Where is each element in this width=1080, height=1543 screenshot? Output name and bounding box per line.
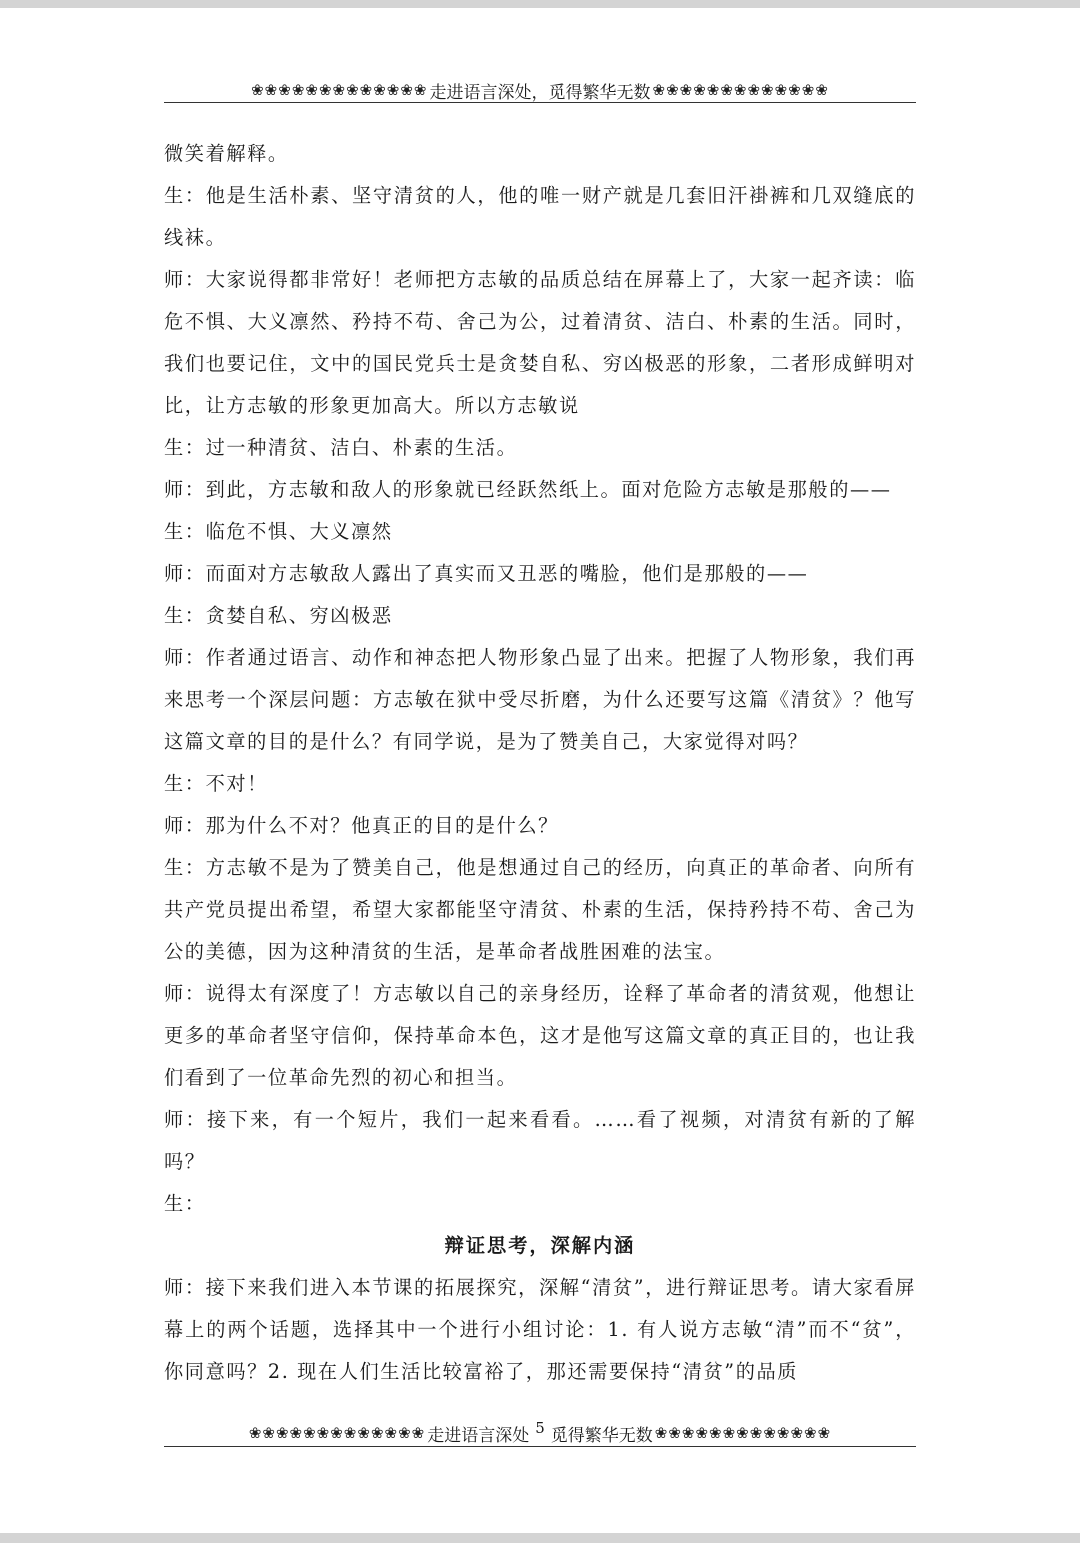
top-scan-band	[0, 0, 1080, 8]
flower-border-icon: ❀❀❀❀❀❀❀❀❀❀❀❀❀	[248, 1424, 426, 1442]
paragraph: 师：而面对方志敏敌人露出了真实而又丑恶的嘴脸，他们是那般的——	[164, 562, 809, 585]
paragraph: 生：他是生活朴素、坚守清贫的人，他的唯一财产就是几套旧汗褂裤和几双缝底的线袜。	[164, 184, 916, 249]
paragraph: 生：方志敏不是为了赞美自己，他是想通过自己的经历，向真正的革命者、向所有共产党员提出希望，希望大家都能坚守清贫、朴素的生活，保持矜持不苟、舍己为公的美德，因为这种清贫的生活，是革命者战胜困难的法宝。	[164, 856, 916, 963]
document-body	[164, 133, 916, 1393]
flower-border-icon: ❀❀❀❀❀❀❀❀❀❀❀❀❀	[652, 81, 829, 99]
paragraph: 生：贪婪自私、穷凶极恶	[164, 604, 393, 627]
paragraph: 师：作者通过语言、动作和神态把人物形象凸显了出来。把握了人物形象，我们再来思考一个深层问题：方志敏在狱中受尽折磨，为什么还要写这篇《清贫》？他写这篇文章的目的是什么？有同学说，是为了赞美自己，大家觉得对吗？	[164, 646, 916, 753]
header-motto: 走进语言深处，觅得繁华无数	[429, 82, 651, 103]
footer-motto-left: 走进语言深处	[427, 1425, 530, 1446]
flower-border-icon: ❀❀❀❀❀❀❀❀❀❀❀❀❀	[654, 1424, 832, 1442]
page-number: 5	[535, 1420, 545, 1437]
page-footer	[164, 1420, 916, 1447]
paragraph: 微笑着解释。	[164, 142, 289, 165]
paragraph: 生：临危不惧、大义凛然	[164, 520, 393, 543]
section-title: 辩证思考，深解内涵	[444, 1234, 636, 1257]
flower-border-icon: ❀❀❀❀❀❀❀❀❀❀❀❀❀	[251, 81, 428, 99]
paragraph: 师：说得太有深度了！方志敏以自己的亲身经历，诠释了革命者的清贫观，他想让更多的革命者坚守信仰，保持革命本色，这才是他写这篇文章的真正目的，也让我们看到了一位革命先烈的初心和担当。	[164, 982, 916, 1089]
page-header	[164, 78, 916, 103]
footer-motto-right: 觅得繁华无数	[550, 1425, 653, 1446]
paragraph: 师：到此，方志敏和敌人的形象就已经跃然纸上。面对危险方志敏是那般的——	[164, 478, 892, 501]
bottom-scan-band	[0, 1533, 1080, 1543]
paragraph: 师：大家说得都非常好！老师把方志敏的品质总结在屏幕上了，大家一起齐读：临危不惧、大义凛然、矜持不苟、舍己为公，过着清贫、洁白、朴素的生活。同时，我们也要记住，文中的国民党兵士是贪婪自私、穷凶极恶的形象，二者形成鲜明对比，让方志敏的形象更加高大。所以方志敏说	[164, 268, 916, 417]
paragraph: 师：接下来，有一个短片，我们一起来看看。……看了视频，对清贫有新的了解吗？	[164, 1108, 916, 1173]
paragraph: 生：	[164, 1192, 206, 1215]
paragraph: 师：那为什么不对？他真正的目的是什么？	[164, 814, 559, 837]
paragraph: 生：过一种清贫、洁白、朴素的生活。	[164, 436, 518, 459]
paragraph: 生：不对！	[164, 772, 268, 795]
paragraph: 师：接下来我们进入本节课的拓展探究，深解“清贫”，进行辩证思考。请大家看屏幕上的两个话题，选择其中一个进行小组讨论：1. 有人说方志敏“清”而不“贫”，你同意吗？2. 现在人们生活比较富裕了，那还需要保持“清贫”的品质	[164, 1276, 916, 1383]
